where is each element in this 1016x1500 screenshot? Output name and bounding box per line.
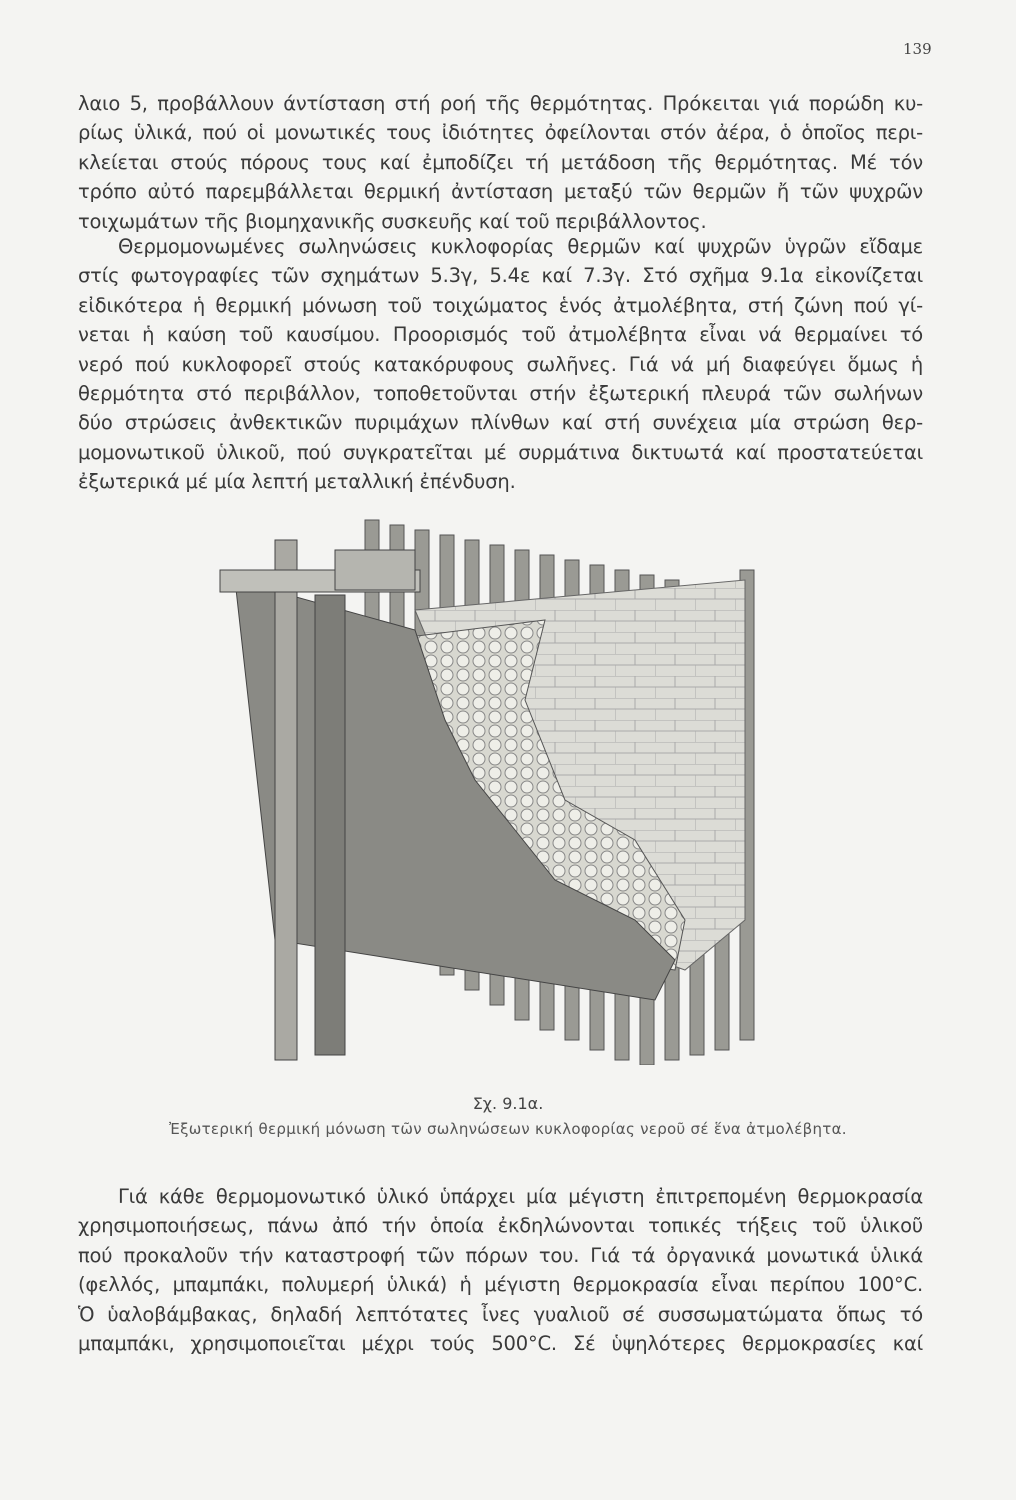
paragraph-1 xyxy=(78,89,923,236)
text-line: μπαμπάκι, χρησιμοποιεῖται μέχρι τούς 500°C. Σέ ὑψηλότερες θερμοκρασίες καί xyxy=(78,1331,923,1355)
text-line: νεται ἡ καύση τοῦ καυσίμου. Προορισμός τοῦ ἀτμολέβητα εἶναι νά θερμαίνει τό xyxy=(78,323,923,347)
text-line: ἐξωτερικά μέ μία λεπτή μεταλλική ἐπένδυση. xyxy=(78,470,516,494)
text-line: Ὁ ὑαλοβάμβακας, δηλαδή λεπτότατες ἶνες γυαλιοῦ σέ συσσωματώματα ὅπως τό xyxy=(78,1302,923,1326)
text-line: μομονωτικοῦ ὑλικοῦ, πού συγκρατεῖται μέ συρμάτινα δικτυωτά καί προστατεύεται xyxy=(78,440,923,464)
text-line: Γιά κάθε θερμομονωτικό ὑλικό ὑπάρχει μία μέγιστη ἐπιτρεπομένη θερμοκρασία xyxy=(118,1185,923,1208)
text-line: θερμότητα στό περιβάλλον, τοποθετοῦνται στήν ἐξωτερική πλευρά τῶν σωλήνων xyxy=(78,381,923,405)
text-line: τοιχωμάτων τῆς βιομηχανικῆς συσκευῆς καί τοῦ περιβάλλοντος. xyxy=(78,209,707,233)
paragraph-3 xyxy=(78,1182,923,1358)
text-line: κλείεται στούς πόρους τους καί ἐμποδίζει τή μετάδοση τῆς θερμότητας. Μέ τόν xyxy=(78,150,923,174)
text-line: στίς φωτογραφίες τῶν σχημάτων 5.3γ, 5.4ε καί 7.3γ. Στό σχῆμα 9.1α εἰκονίζεται xyxy=(78,264,923,288)
text-line: λαιο 5, προβάλλουν άντίσταση στή ροή τῆς θερμότητας. Πρόκειται γιά πορώδη κυ- xyxy=(78,92,923,115)
figure-number: Σχ. 9.1α. xyxy=(472,1094,544,1113)
boiler-insulation-illustration xyxy=(215,500,765,1065)
paragraph-2 xyxy=(78,232,923,497)
figure-caption: Ἐξωτερική θερμική μόνωση τῶν σωληνώσεων κυκλοφορίας νεροῦ σέ ἕνα ἀτμολέβητα. xyxy=(169,1120,847,1138)
text-line: δύο στρώσεις ἀνθεκτικῶν πυριμάχων πλίνθων καί στή συνέχεια μία στρώση θερ- xyxy=(78,411,923,435)
page-number: 139 xyxy=(903,40,932,58)
text-line: (φελλός, μπαμπάκι, πολυμερή ὑλικά) ἡ μέγιστη θερμοκρασία εἶναι περίπου 100°C. xyxy=(78,1273,923,1297)
text-line: χρησιμοποιήσεως, πάνω ἀπό τήν ὁποία ἐκδηλώνονται τοπικές τήξεις τοῦ ὑλικοῦ xyxy=(78,1214,923,1238)
text-line: νερό πού κυκλοφορεῖ στούς κατακόρυφους σωλῆνες. Γιά νά μή διαφεύγει ὅμως ἡ xyxy=(78,352,923,376)
text-line: Θερμομονωμένες σωληνώσεις κυκλοφορίας θερμῶν καί ψυχρῶν ὑγρῶν εἴδαμε xyxy=(118,235,923,258)
text-line: εἰδικότερα ἡ θερμική μόνωση τοῦ τοιχώματος ἑνός ἀτμολέβητα, στή ζώνη πού γί- xyxy=(78,293,923,317)
text-line: ρίως ὑλικά, πού οἱ μονωτικές τους ἰδιότητες ὀφείλονται στόν ἀέρα, ὁ ὁποῖος περι- xyxy=(78,121,923,145)
text-line: πού προκαλοῦν τήν καταστροφή τῶν πόρων του. Γιά τά ὀργανικά μονωτικά ὑλικά xyxy=(78,1243,923,1267)
text-line: τρόπο αὐτό παρεμβάλλεται θερμική ἀντίσταση μεταξύ τῶν θερμῶν ἤ τῶν ψυχρῶν xyxy=(78,180,923,204)
